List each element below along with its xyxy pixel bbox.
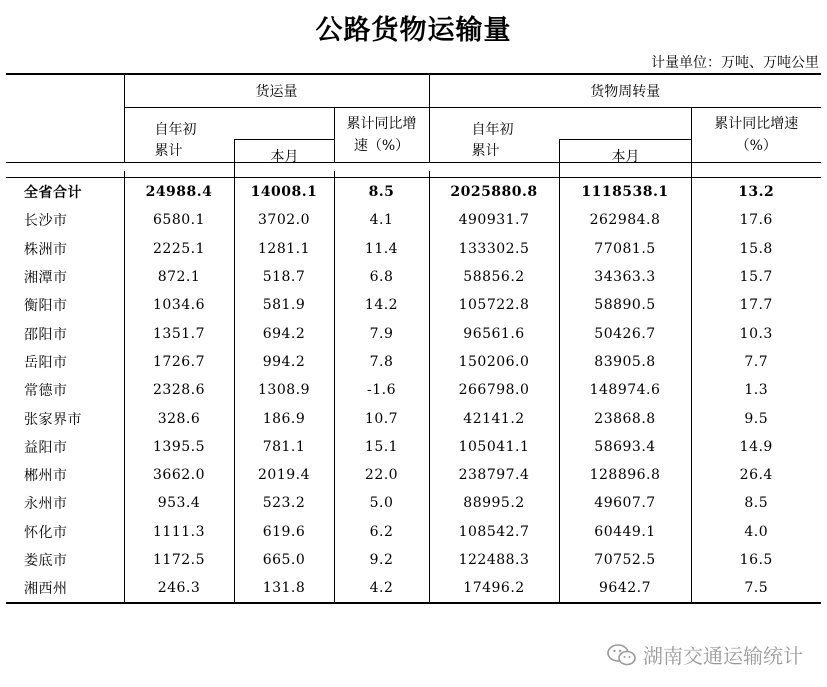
value-cell-v-month: 14008.1 — [234, 178, 334, 207]
region-name-cell: 株洲市 — [24, 241, 68, 258]
header-volume-month — [234, 139, 334, 171]
value-cell-v-month: 518.7 — [234, 263, 334, 291]
value-cell-v-growth: 7.8 — [334, 348, 429, 376]
region-name-cell: 怀化市 — [24, 524, 68, 541]
value-cell-t-growth: 16.5 — [691, 546, 821, 574]
value-cell-t-ytd: 17496.2 — [429, 574, 559, 603]
header-volume-ytd-line2: 累计 — [154, 143, 183, 159]
value-cell-v-month: 694.2 — [234, 319, 334, 347]
value-cell-t-ytd: 105041.1 — [429, 433, 559, 461]
value-cell-t-growth: 4.0 — [691, 518, 821, 546]
table-row — [6, 461, 821, 489]
value-cell-v-ytd: 3662.0 — [124, 461, 234, 489]
value-cell-v-ytd: 953.4 — [124, 489, 234, 517]
value-cell-v-ytd: 24988.4 — [124, 178, 234, 207]
value-cell-v-ytd: 1726.7 — [124, 348, 234, 376]
table-row — [6, 178, 821, 207]
value-cell-t-month: 58693.4 — [559, 433, 691, 461]
value-cell-t-ytd: 58856.2 — [429, 263, 559, 291]
value-cell-v-growth: 6.8 — [334, 263, 429, 291]
table-row — [6, 404, 821, 432]
value-cell-t-growth: 8.5 — [691, 489, 821, 517]
table-row — [6, 319, 821, 347]
value-cell-t-month: 70752.5 — [559, 546, 691, 574]
value-cell-v-growth: 4.2 — [334, 574, 429, 603]
value-cell-t-growth: 9.5 — [691, 404, 821, 432]
table-row — [6, 518, 821, 546]
region-name-cell: 湘西州 — [6, 574, 124, 603]
value-cell-v-growth: -1.6 — [334, 376, 429, 404]
header-turnover-month — [559, 139, 692, 171]
table-row — [6, 489, 821, 517]
watermark — [607, 640, 803, 669]
value-cell-v-ytd: 1351.7 — [124, 319, 234, 347]
header-turnover-growth-line1: 累计同比增速 — [714, 116, 799, 132]
value-cell-t-growth: 10.3 — [691, 319, 821, 347]
table-row — [6, 433, 821, 461]
region-name-cell: 邵阳市 — [24, 326, 68, 343]
value-cell-v-growth: 8.5 — [334, 178, 429, 207]
table-row — [6, 348, 821, 376]
value-cell-v-month: 131.8 — [234, 574, 334, 603]
region-name-cell: 常德市 — [24, 383, 68, 400]
value-cell-t-month: 49607.7 — [559, 489, 691, 517]
region-name-cell: 郴州市 — [24, 468, 68, 485]
value-cell-t-growth: 15.8 — [691, 235, 821, 263]
value-cell-t-ytd: 122488.3 — [429, 546, 559, 574]
value-cell-v-ytd: 6580.1 — [124, 206, 234, 234]
header-turnover-growth — [691, 108, 821, 163]
value-cell-t-ytd: 490931.7 — [429, 206, 559, 234]
value-cell-v-month: 619.6 — [234, 518, 334, 546]
value-cell-v-ytd: 2328.6 — [124, 376, 234, 404]
value-cell-t-growth: 1.3 — [691, 376, 821, 404]
value-cell-t-month: 58890.5 — [559, 291, 691, 319]
value-cell-v-growth: 7.9 — [334, 319, 429, 347]
value-cell-v-month: 186.9 — [234, 404, 334, 432]
region-name-cell: 全省合计 — [24, 185, 82, 202]
value-cell-t-ytd: 133302.5 — [429, 235, 559, 263]
value-cell-t-ytd: 42141.2 — [429, 404, 559, 432]
value-cell-t-ytd: 108542.7 — [429, 518, 559, 546]
value-cell-v-month: 994.2 — [234, 348, 334, 376]
value-cell-v-growth: 10.7 — [334, 404, 429, 432]
value-cell-t-month: 1118538.1 — [559, 178, 691, 207]
value-cell-t-month: 34363.3 — [559, 263, 691, 291]
table-row — [6, 206, 821, 234]
value-cell-v-ytd: 1034.6 — [124, 291, 234, 319]
value-cell-t-month: 262984.8 — [559, 206, 691, 234]
value-cell-v-month: 665.0 — [234, 546, 334, 574]
region-name-cell: 衡阳市 — [24, 298, 68, 315]
value-cell-t-growth: 14.9 — [691, 433, 821, 461]
value-cell-t-month: 60449.1 — [559, 518, 691, 546]
value-cell-v-month: 3702.0 — [234, 206, 334, 234]
value-cell-t-month: 50426.7 — [559, 319, 691, 347]
value-cell-t-ytd: 238797.4 — [429, 461, 559, 489]
table-row — [6, 291, 821, 319]
table-header — [6, 74, 821, 163]
header-turnover-month-label: 本月 — [611, 148, 640, 165]
value-cell-v-month: 581.9 — [234, 291, 334, 319]
value-cell-t-ytd: 88995.2 — [429, 489, 559, 517]
region-name-cell: 湘潭市 — [24, 270, 68, 287]
freight-table-body — [6, 171, 821, 604]
value-cell-t-month: 77081.5 — [559, 235, 691, 263]
table-row — [6, 235, 821, 263]
header-turnover-ytd-line2: 累计 — [471, 143, 500, 159]
header-corner — [6, 74, 124, 163]
value-cell-t-ytd: 2025880.8 — [429, 178, 559, 207]
value-cell-v-growth: 14.2 — [334, 291, 429, 319]
header-freight-volume: 货运量 — [124, 74, 429, 108]
value-cell-t-growth: 7.5 — [691, 574, 821, 603]
header-volume-growth-line1: 累计同比增 — [346, 116, 417, 132]
value-cell-t-growth: 17.6 — [691, 206, 821, 234]
value-cell-t-month: 23868.8 — [559, 404, 691, 432]
freight-table — [6, 73, 821, 163]
value-cell-t-ytd: 266798.0 — [429, 376, 559, 404]
header-volume-ytd-line1: 自年初 — [154, 122, 197, 138]
value-cell-v-growth: 15.1 — [334, 433, 429, 461]
header-volume-month-label: 本月 — [270, 148, 299, 165]
table-row — [6, 263, 821, 291]
value-cell-t-month: 9642.7 — [559, 574, 691, 603]
value-cell-t-growth: 15.7 — [691, 263, 821, 291]
value-cell-v-month: 523.2 — [234, 489, 334, 517]
value-cell-v-ytd: 872.1 — [124, 263, 234, 291]
value-cell-v-ytd: 1111.3 — [124, 518, 234, 546]
value-cell-v-growth: 22.0 — [334, 461, 429, 489]
region-name-cell: 娄底市 — [24, 553, 68, 569]
value-cell-t-growth: 17.7 — [691, 291, 821, 319]
table-row — [6, 376, 821, 404]
value-cell-v-month: 2019.4 — [234, 461, 334, 489]
region-name-cell: 长沙市 — [24, 213, 68, 230]
region-name-cell: 岳阳市 — [24, 354, 68, 371]
table-body — [6, 178, 821, 604]
wechat-logo-icon — [607, 644, 637, 666]
value-cell-t-ytd: 150206.0 — [429, 348, 559, 376]
value-cell-t-month: 128896.8 — [559, 461, 691, 489]
value-cell-t-growth: 7.7 — [691, 348, 821, 376]
header-volume-growth-line2: 速（%） — [353, 138, 410, 154]
table-row — [6, 546, 821, 574]
value-cell-v-ytd: 246.3 — [124, 574, 234, 603]
value-cell-t-month: 148974.6 — [559, 376, 691, 404]
value-cell-v-growth: 9.2 — [334, 546, 429, 574]
value-cell-v-ytd: 1172.5 — [124, 546, 234, 574]
value-cell-v-month: 1308.9 — [234, 376, 334, 404]
value-cell-v-growth: 4.1 — [334, 206, 429, 234]
page-title: 公路货物运输量 — [315, 15, 512, 46]
unit-note: 计量单位：万吨、万吨公里 — [651, 55, 819, 71]
value-cell-v-ytd: 328.6 — [124, 404, 234, 432]
value-cell-v-growth: 5.0 — [334, 489, 429, 517]
region-name-cell: 益阳市 — [24, 439, 68, 456]
value-cell-t-ytd: 105722.8 — [429, 291, 559, 319]
value-cell-v-month: 1281.1 — [234, 235, 334, 263]
value-cell-t-growth: 26.4 — [691, 461, 821, 489]
value-cell-v-ytd: 2225.1 — [124, 235, 234, 263]
watermark-text: 湖南交通运输统计 — [643, 644, 803, 668]
header-turnover-growth-line2: （%） — [735, 138, 777, 154]
value-cell-t-month: 83905.8 — [559, 348, 691, 376]
value-cell-t-ytd: 96561.6 — [429, 319, 559, 347]
value-cell-v-growth: 6.2 — [334, 518, 429, 546]
value-cell-v-growth: 11.4 — [334, 235, 429, 263]
value-cell-v-month: 781.1 — [234, 433, 334, 461]
value-cell-v-ytd: 1395.5 — [124, 433, 234, 461]
header-turnover: 货物周转量 — [429, 74, 821, 108]
table-row — [6, 574, 821, 603]
header-turnover-ytd-line1: 自年初 — [471, 122, 514, 138]
region-name-cell: 永州市 — [24, 496, 68, 513]
region-name-cell: 张家界市 — [24, 411, 82, 428]
header-volume-growth — [334, 108, 429, 163]
value-cell-t-growth: 13.2 — [691, 178, 821, 207]
